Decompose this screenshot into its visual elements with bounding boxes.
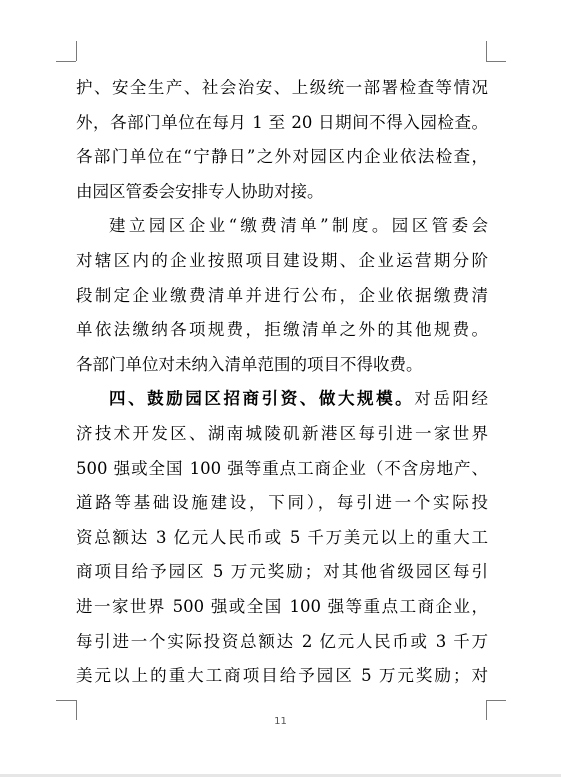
crop-mark-top-right-horizontal bbox=[486, 61, 506, 62]
section-heading-line bbox=[76, 382, 488, 417]
text-line: 各部门单位对未纳入清单范围的项目不得收费。 bbox=[76, 354, 423, 374]
text-line: 段制定企业缴费清单并进行公布，企业依据缴费清 bbox=[76, 285, 488, 305]
text-line: 各部门单位在“宁静日”之外对园区内企业依法检查， bbox=[76, 147, 488, 167]
text-line: 对辖区内的企业按照项目建设期、企业运营期分阶 bbox=[76, 250, 488, 270]
text-line: 单依法缴纳各项规费，拒缴清单之外的其他规费。 bbox=[76, 320, 488, 340]
crop-mark-top-left-vertical bbox=[76, 41, 77, 61]
text-line: 护、安全生产、社会治安、上级统一部署检查等情况 bbox=[76, 78, 488, 97]
text-line-tail: 对岳阳经 bbox=[414, 389, 488, 409]
crop-mark-top-right-vertical bbox=[486, 41, 487, 61]
page-number: 11 bbox=[274, 716, 287, 727]
text-line: 建立园区企业“缴费清单”制度。园区管委会 bbox=[109, 216, 488, 236]
text-line: 美元以上的重大工商项目给予园区 5 万元奖励；对 bbox=[76, 666, 488, 686]
text-line: 资总额达 3 亿元人民币或 5 千万美元以上的重大工 bbox=[76, 527, 488, 547]
body-text bbox=[76, 71, 488, 694]
text-line: 外，各部门单位在每月 1 至 20 日期间不得入园检查。 bbox=[76, 112, 488, 132]
crop-mark-top-left-horizontal bbox=[56, 61, 76, 62]
text-line: 每引进一个实际投资总额达 2 亿元人民币或 3 千万 bbox=[76, 631, 488, 651]
section-heading: 四、鼓励园区招商引资、做大规模。 bbox=[109, 389, 415, 409]
crop-mark-bottom-left-horizontal bbox=[56, 700, 76, 701]
text-line: 500 强或全国 100 强等重点工商企业（不含房地产、 bbox=[76, 458, 488, 478]
text-line: 商项目给予园区 5 万元奖励；对其他省级园区每引 bbox=[76, 562, 488, 582]
text-line: 由园区管委会安排专人协助对接。 bbox=[76, 181, 324, 201]
text-line: 进一家世界 500 强或全国 100 强等重点工商企业， bbox=[76, 596, 488, 616]
text-line: 济技术开发区、湖南城陵矶新港区每引进一家世界 bbox=[76, 423, 488, 443]
text-line: 道路等基础设施建设，下同），每引进一个实际投 bbox=[76, 493, 488, 513]
crop-mark-bottom-right-horizontal bbox=[486, 700, 506, 701]
